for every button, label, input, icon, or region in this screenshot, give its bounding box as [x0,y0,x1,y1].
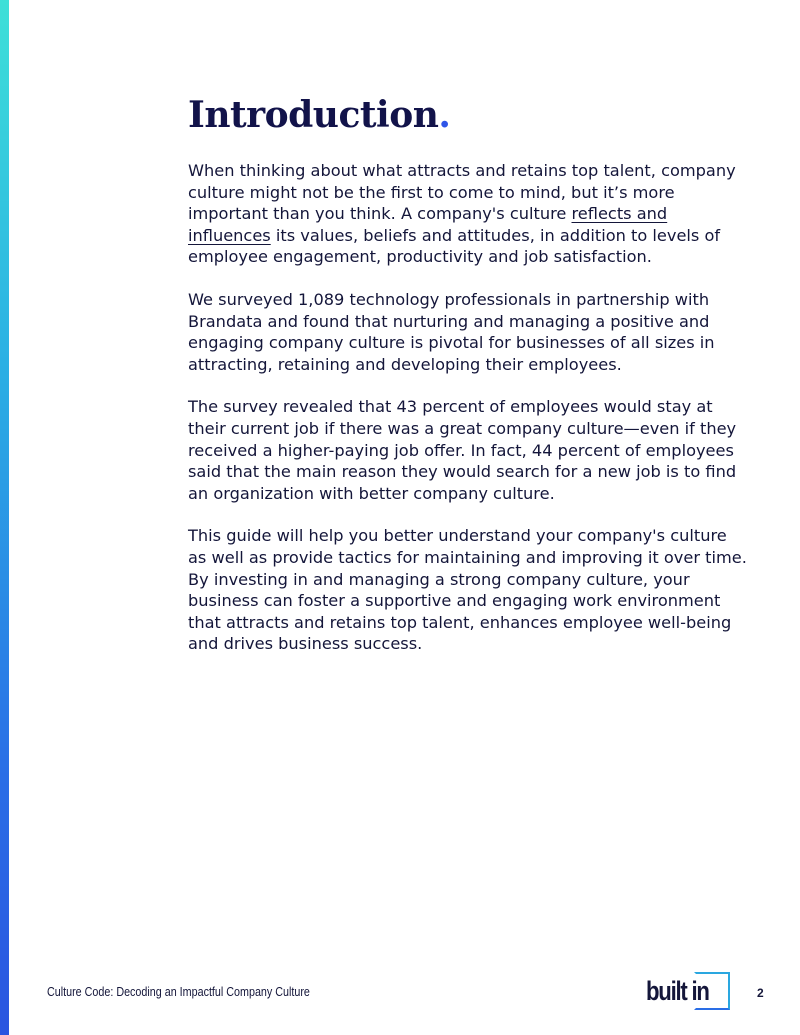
built-in-logo [646,972,734,1014]
title-text: Introduction [188,94,439,136]
body-text [188,160,748,655]
page-number: 2 [757,986,764,1000]
paragraph-4: This guide will help you better understand your company's culture as well as provide tactics for maintaining and improving it over time. By investing in and managing a strong company culture, your business can foster a supportive and engaging work environment that attracts and retains top talent, enhances employee well-being and drives business success. [188,526,747,654]
page-title [188,92,748,138]
paragraph-1-start: When thinking about what attracts and retains top talent, company culture might not be the first to come to mind, but it’s more important than you think. A company's culture [188,161,736,224]
paragraph-3: The survey revealed that 43 percent of employees would stay at their current job if there was a great company culture—even if they received a higher-paying job offer. In fact, 44 percent of employees said that the main reason they would search for a new job is to find an organization with better company culture. [188,397,737,503]
sidebar-gradient-strip [0,0,9,1035]
footer-document-title: Culture Code: Decoding an Impactful Company Culture [47,985,310,999]
paragraph-2: We surveyed 1,089 technology professionals in partnership with Brandata and found that nurturing and managing a positive and engaging company culture is pivotal for businesses of all sizes in attracting, retaining and developing their employees. [188,289,715,374]
logo-wordmark: built in [646,976,709,1006]
paragraph-1-end: its values, beliefs and attitudes, in addition to levels of employee engagement, productivity and job satisfaction. [188,225,721,267]
title-dot: . [438,94,451,136]
main-content [188,92,748,676]
reflects-and-influences-link[interactable]: reflects and influences [188,204,668,245]
paragraph-1 [188,160,748,268]
